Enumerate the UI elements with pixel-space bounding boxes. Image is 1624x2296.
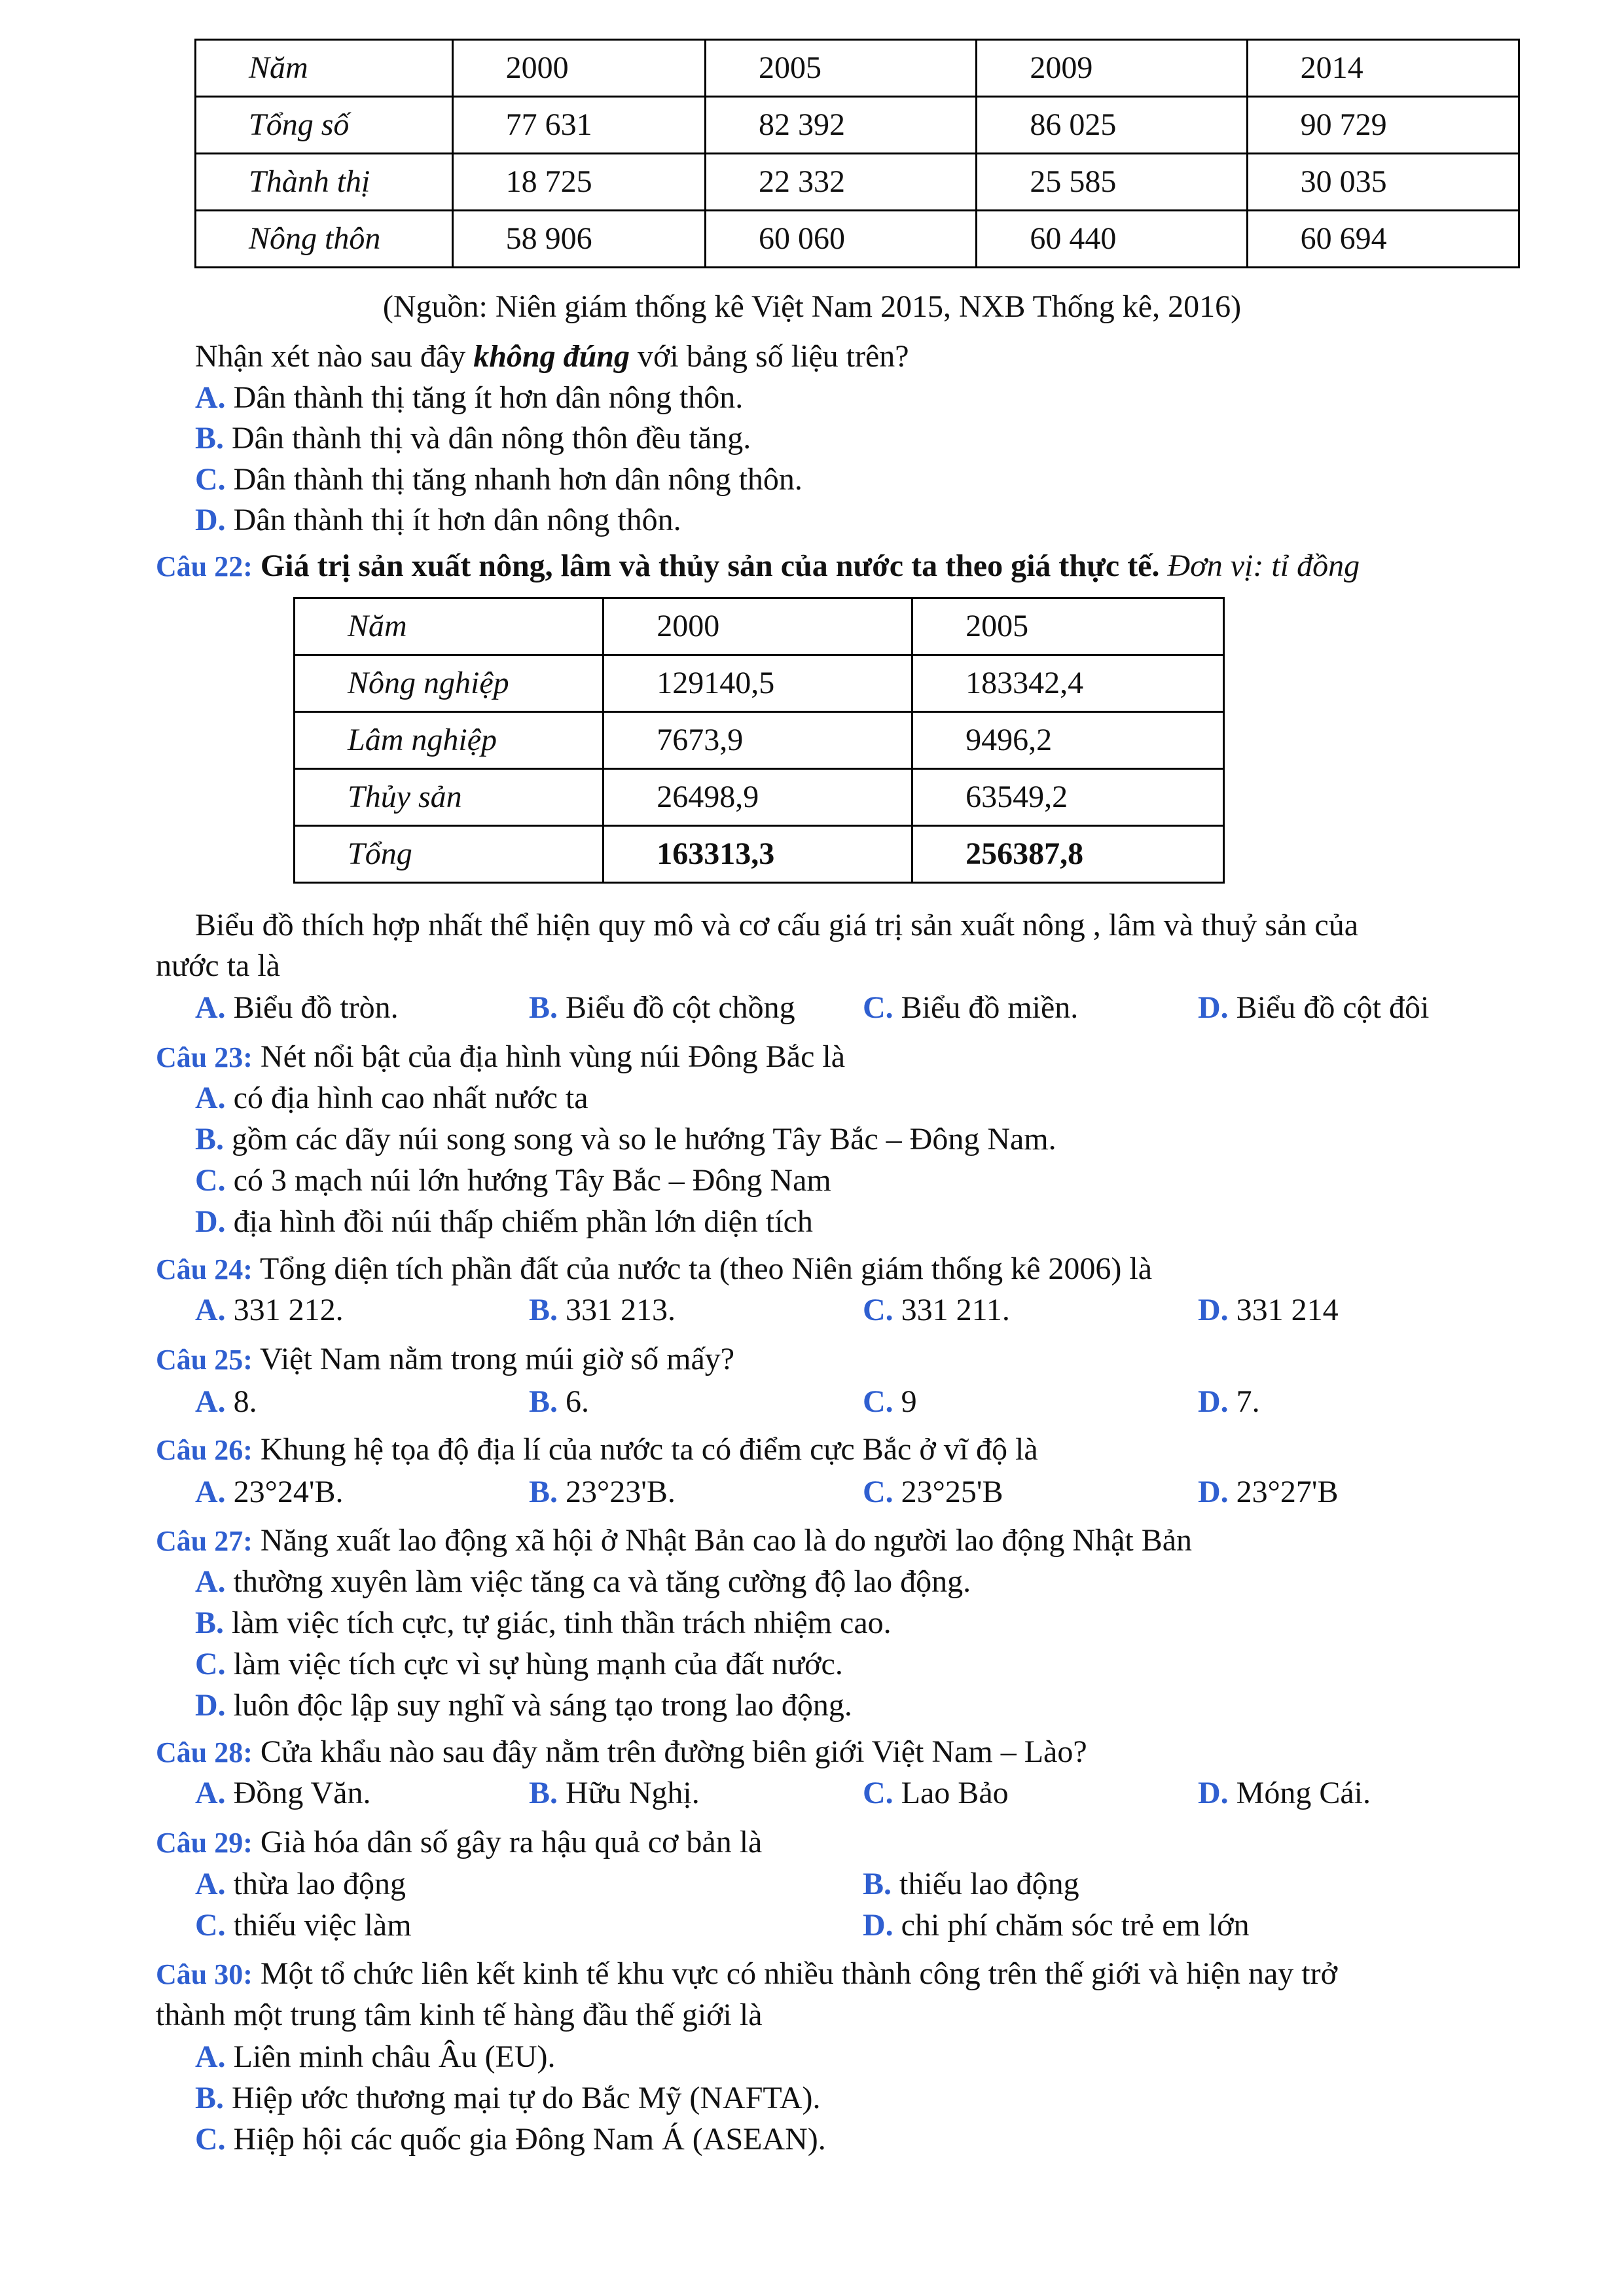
option-text: 9 [901, 1384, 917, 1419]
option-text: 331 211. [901, 1293, 1010, 1327]
table-cell: 183342,4 [912, 655, 1224, 712]
option-label: B. [529, 1293, 558, 1327]
production-value-table [293, 597, 1225, 884]
question-number: Câu 28: [156, 1736, 253, 1768]
option-label: D. [195, 1204, 226, 1239]
question-30-stem: thành một trung tâm kinh tế hàng đầu thế giới là [156, 1998, 763, 2032]
option-text: thường xuyên làm việc tăng ca và tăng cường độ lao động. [233, 1564, 971, 1599]
unit-note: Đơn vị: tỉ đồng [1167, 548, 1360, 583]
table-cell: Lâm nghiệp [295, 712, 604, 769]
stem-text: Nhận xét nào sau đây [195, 339, 474, 374]
table-cell: 60 694 [1247, 211, 1519, 268]
option-label: B. [195, 1605, 225, 1640]
table-cell: 163313,3 [604, 826, 912, 883]
option-text: Hiệp ước thương mại tự do Bắc Mỹ (NAFTA). [232, 2081, 821, 2115]
option-d[interactable] [1198, 1386, 1260, 1418]
option-text: Dân thành thị tăng ít hơn dân nông thôn. [233, 380, 744, 415]
stem-emphasis: không đúng [473, 339, 630, 374]
table-total-row [295, 826, 1224, 883]
table-cell: Năm [295, 598, 604, 655]
option-text: 331 214 [1236, 1293, 1339, 1327]
question-number: Câu 24: [156, 1253, 253, 1285]
question-number: Câu 23: [156, 1041, 253, 1073]
question-number: Câu 22: [156, 550, 253, 583]
option-a[interactable] [195, 1566, 971, 1598]
option-label: C. [863, 1475, 893, 1509]
option-b[interactable] [195, 1607, 892, 1639]
option-label: D. [1198, 1293, 1229, 1327]
option-a[interactable] [195, 1778, 370, 1809]
option-text: Đồng Văn. [233, 1776, 371, 1810]
table-cell: 2005 [912, 598, 1224, 655]
question-30-stem [156, 1958, 1337, 1990]
table-row [295, 712, 1224, 769]
table-source-note: (Nguồn: Niên giám thống kê Việt Nam 2015, NXB Thống kê, 2016) [382, 289, 1242, 324]
option-b[interactable] [529, 1386, 589, 1418]
option-d[interactable] [195, 505, 681, 536]
option-d[interactable] [1198, 1477, 1339, 1508]
option-b[interactable] [195, 423, 751, 454]
option-label: B. [529, 1475, 558, 1509]
option-text: Dân thành thị ít hơn dân nông thôn. [233, 503, 681, 537]
stem-text: Việt Nam nằm trong múi giờ số mấy? [260, 1342, 735, 1376]
option-label: C. [195, 1647, 226, 1681]
question-number: Câu 26: [156, 1434, 253, 1466]
option-label: A. [195, 1475, 226, 1509]
question-23-stem [156, 1041, 845, 1073]
table-cell: 60 060 [706, 211, 977, 268]
option-label: C. [863, 1384, 893, 1419]
table-cell: Tổng số [196, 97, 453, 154]
option-b[interactable] [195, 2083, 821, 2114]
option-text: Dân thành thị tăng nhanh hơn dân nông thôn. [233, 462, 803, 497]
option-c[interactable] [195, 1649, 843, 1680]
table-cell: 7673,9 [604, 712, 912, 769]
table-cell: 9496,2 [912, 712, 1224, 769]
option-c[interactable] [863, 1778, 1009, 1809]
question-29-stem [156, 1827, 762, 1858]
option-text: Hiệp hội các quốc gia Đông Nam Á (ASEAN). [233, 2122, 826, 2157]
table-cell: 18 725 [452, 154, 705, 211]
table-cell: 82 392 [706, 97, 977, 154]
option-c[interactable] [863, 1295, 1010, 1326]
option-label: B. [195, 2081, 225, 2115]
table-header-row [196, 40, 1519, 97]
question-title: Giá trị sản xuất nông, lâm và thủy sản của nước ta theo giá thực tế. [260, 548, 1160, 583]
question-21-stem [195, 341, 909, 372]
option-label: A. [195, 1867, 226, 1901]
option-c[interactable] [195, 1165, 831, 1196]
table-cell: 58 906 [452, 211, 705, 268]
option-label: D. [1198, 1384, 1229, 1419]
option-label: D. [1198, 990, 1229, 1025]
table-cell: 63549,2 [912, 769, 1224, 826]
question-number: Câu 29: [156, 1827, 253, 1859]
option-label: C. [195, 1163, 226, 1198]
option-label: A. [195, 1081, 226, 1115]
option-text: Dân thành thị và dân nông thôn đều tăng. [232, 421, 751, 456]
option-label: B. [195, 1122, 225, 1157]
option-label: D. [195, 1688, 226, 1723]
option-text: Liên minh châu Âu (EU). [233, 2039, 556, 2074]
table-cell: 22 332 [706, 154, 977, 211]
table-header-row [295, 598, 1224, 655]
question-26-stem [156, 1434, 1038, 1465]
table-cell: 90 729 [1247, 97, 1519, 154]
option-a[interactable] [195, 1477, 344, 1508]
question-27-stem [156, 1525, 1192, 1556]
option-c[interactable] [863, 1386, 917, 1418]
option-a[interactable] [195, 1386, 257, 1418]
option-label: C. [863, 990, 893, 1025]
option-text: làm việc tích cực vì sự hùng mạnh của đất nước. [233, 1647, 843, 1681]
option-c[interactable] [863, 1477, 1003, 1508]
table-cell: Năm [196, 40, 453, 97]
option-label: B. [863, 1867, 892, 1901]
option-c[interactable] [195, 2124, 826, 2155]
option-label: A. [195, 1384, 226, 1419]
option-d[interactable] [863, 1910, 1250, 1941]
option-label: D. [1198, 1776, 1229, 1810]
option-label: A. [195, 1776, 226, 1810]
option-text: 7. [1236, 1384, 1260, 1419]
option-text: làm việc tích cực, tự giác, tinh thần trách nhiệm cao. [232, 1605, 892, 1640]
option-label: C. [863, 1293, 893, 1327]
population-table [194, 39, 1520, 268]
option-text: Biểu đồ cột chồng [566, 990, 795, 1025]
question-number: Câu 27: [156, 1525, 253, 1557]
option-d[interactable] [1198, 1778, 1371, 1809]
option-label: C. [195, 462, 226, 497]
option-d[interactable] [195, 1690, 852, 1721]
option-d[interactable] [1198, 992, 1429, 1024]
option-label: C. [863, 1776, 893, 1810]
table-cell: 2009 [977, 40, 1247, 97]
table-row [295, 655, 1224, 712]
option-a[interactable] [195, 382, 743, 414]
stem-text: Tổng diện tích phần đất của nước ta (theo Niên giám thống kê 2006) là [260, 1251, 1153, 1286]
table-cell: 2014 [1247, 40, 1519, 97]
option-label: B. [195, 421, 225, 456]
option-text: Móng Cái. [1236, 1776, 1371, 1810]
option-text: 8. [233, 1384, 257, 1419]
option-b[interactable] [529, 1778, 700, 1809]
option-text: có 3 mạch núi lớn hướng Tây Bắc – Đông Nam [233, 1163, 831, 1198]
table-cell: 60 440 [977, 211, 1247, 268]
option-label: A. [195, 380, 226, 415]
stem-text: Khung hệ tọa độ địa lí của nước ta có điểm cực Bắc ở vĩ độ là [260, 1432, 1038, 1467]
stem-text: với bảng số liệu trên? [629, 339, 909, 374]
option-label: A. [195, 1564, 226, 1599]
table-cell: 129140,5 [604, 655, 912, 712]
option-text: thừa lao động [233, 1867, 406, 1901]
question-number: Câu 25: [156, 1344, 253, 1376]
option-text: 6. [566, 1384, 590, 1419]
option-label: A. [195, 1293, 226, 1327]
table-cell: Nông thôn [196, 211, 453, 268]
table-cell: 256387,8 [912, 826, 1224, 883]
table-cell: 2005 [706, 40, 977, 97]
question-24-stem [156, 1253, 1152, 1285]
option-c[interactable] [195, 1910, 412, 1941]
option-text: Biểu đồ cột đôi [1236, 990, 1430, 1025]
table-cell: 86 025 [977, 97, 1247, 154]
option-a[interactable] [195, 992, 399, 1024]
option-text: 331 212. [233, 1293, 344, 1327]
question-28-stem [156, 1736, 1087, 1768]
option-c[interactable] [863, 992, 1078, 1024]
option-a[interactable] [195, 1295, 344, 1326]
option-label: D. [1198, 1475, 1229, 1509]
option-label: C. [195, 1908, 226, 1943]
option-text: 23°23'B. [566, 1475, 676, 1509]
option-text: luôn độc lập suy nghĩ và sáng tạo trong lao động. [233, 1688, 852, 1723]
option-label: A. [195, 2039, 226, 2074]
option-a[interactable] [195, 1869, 406, 1900]
option-label: D. [195, 503, 226, 537]
option-b[interactable] [863, 1869, 1079, 1900]
table-cell: 25 585 [977, 154, 1247, 211]
option-b[interactable] [529, 1477, 676, 1508]
stem-text: Nét nổi bật của địa hình vùng núi Đông Bắc là [260, 1039, 846, 1074]
table-row [295, 769, 1224, 826]
stem-text: Một tổ chức liên kết kinh tế khu vực có nhiều thành công trên thế giới và hiện nay trở [260, 1956, 1337, 1991]
option-text: 23°25'B [901, 1475, 1003, 1509]
option-text: thiếu lao động [899, 1867, 1079, 1901]
stem-text: Già hóa dân số gây ra hậu quả cơ bản là [260, 1825, 763, 1859]
option-d[interactable] [195, 1206, 813, 1238]
option-text: địa hình đồi núi thấp chiếm phần lớn diện tích [233, 1204, 813, 1239]
table-cell: 30 035 [1247, 154, 1519, 211]
table-row [196, 154, 1519, 211]
option-text: Biểu đồ tròn. [233, 990, 399, 1025]
option-text: gồm các dãy núi song song và so le hướng Tây Bắc – Đông Nam. [232, 1122, 1056, 1157]
option-text: chi phí chăm sóc trẻ em lớn [901, 1908, 1250, 1943]
table-row [196, 211, 1519, 268]
table-cell: Tổng [295, 826, 604, 883]
question-number: Câu 30: [156, 1958, 253, 1990]
option-text: 23°27'B [1236, 1475, 1339, 1509]
question-22-stem: Biểu đồ thích hợp nhất thể hiện quy mô và cơ cấu giá trị sản xuất nông , lâm và thuỷ sản của [195, 908, 1359, 942]
stem-text: Cửa khẩu nào sau đây nằm trên đường biên giới Việt Nam – Lào? [260, 1734, 1087, 1769]
option-text: thiếu việc làm [233, 1908, 412, 1943]
option-text: Lao Bảo [901, 1776, 1009, 1810]
table-cell: 77 631 [452, 97, 705, 154]
question-22-title [156, 550, 1360, 582]
option-a[interactable] [195, 2041, 556, 2073]
option-text: Hữu Nghị. [566, 1776, 700, 1810]
option-label: B. [529, 1384, 558, 1419]
option-label: A. [195, 990, 226, 1025]
table-cell: Nông nghiệp [295, 655, 604, 712]
option-label: B. [529, 1776, 558, 1810]
option-b[interactable] [529, 992, 795, 1024]
option-b[interactable] [195, 1124, 1056, 1155]
option-label: B. [529, 990, 558, 1025]
table-row [196, 97, 1519, 154]
table-cell: Thành thị [196, 154, 453, 211]
option-text: 331 213. [566, 1293, 676, 1327]
option-b[interactable] [529, 1295, 676, 1326]
question-22-stem: nước ta là [156, 948, 280, 983]
table-cell: 2000 [452, 40, 705, 97]
table-cell: 26498,9 [604, 769, 912, 826]
option-text: 23°24'B. [233, 1475, 344, 1509]
option-text: có địa hình cao nhất nước ta [233, 1081, 588, 1115]
option-label: D. [863, 1908, 893, 1943]
option-c[interactable] [195, 464, 803, 495]
option-label: C. [195, 2122, 226, 2157]
option-text: Biểu đồ miền. [901, 990, 1079, 1025]
option-a[interactable] [195, 1083, 588, 1114]
table-cell: 2000 [604, 598, 912, 655]
option-d[interactable] [1198, 1295, 1339, 1326]
stem-text: Năng xuất lao động xã hội ở Nhật Bản cao là do người lao động Nhật Bản [260, 1523, 1193, 1558]
table-cell: Thủy sản [295, 769, 604, 826]
question-25-stem [156, 1344, 734, 1375]
